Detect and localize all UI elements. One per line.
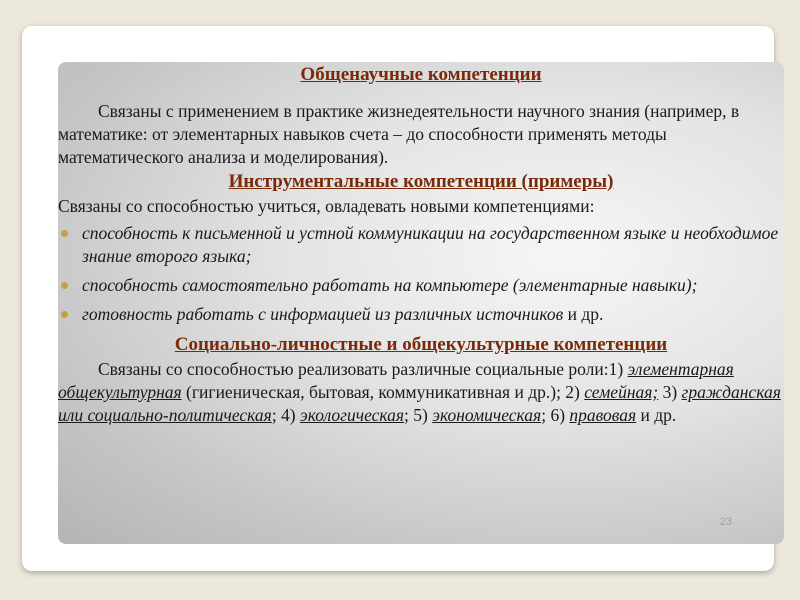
slide-content	[58, 62, 784, 427]
term-general-cultural-note: (гигиеническая, бытовая, коммуникативная и др.); 2)	[181, 382, 585, 402]
general-scientific-text: Связаны с применением в практике жизнедеятельности научного знания (например, в математике: от элементарных навыков счета – до способности применять методы математического анализа и моделирования).	[58, 101, 740, 167]
heading-social-personal: Социально-личностные и общекультурные компетенции	[174, 334, 668, 355]
social-personal-text	[58, 358, 784, 427]
term-legal: правовая	[569, 405, 637, 425]
term-general-cultural: элементарная общекультурная	[58, 359, 734, 402]
social-lead: Связаны со способностью реализовать различные социальные роли:1)	[98, 359, 628, 379]
heading-instrumental: Инструментальные компетенции (примеры)	[228, 171, 614, 192]
list-item-tail: и др.	[563, 304, 604, 324]
heading-general-scientific: Общенаучные компетенции	[300, 64, 542, 85]
list-item-text: готовность работать с информацией из различных источников	[82, 304, 564, 324]
bullet-dot-icon	[61, 282, 68, 289]
list-item	[58, 222, 784, 268]
term-family: семейная;	[584, 382, 659, 402]
list-item-text: способность к письменной и устной коммуникации на государственном языке и необходимое знание второго языка;	[82, 223, 779, 266]
term-civic: гражданская или социально-политическая	[58, 382, 781, 425]
separator-4: ; 4)	[271, 405, 301, 425]
list-item	[58, 274, 784, 297]
list-item	[58, 303, 784, 326]
bullet-dot-icon	[61, 311, 68, 318]
slide-card	[22, 26, 781, 571]
separator-3: 3)	[658, 382, 682, 402]
term-ecological: экологическая	[300, 405, 405, 425]
social-tail: и др.	[636, 405, 677, 425]
list-item-text: способность самостоятельно работать на компьютере (элементарные навыки);	[82, 275, 698, 295]
instrumental-intro: Связаны со способностью учиться, овладевать новыми компетенциями:	[58, 196, 595, 216]
bullet-dot-icon	[61, 230, 68, 237]
separator-5: ; 5)	[404, 405, 433, 425]
page-number: 23	[719, 516, 732, 528]
term-economic: экономическая	[432, 405, 542, 425]
separator-6: ; 6)	[541, 405, 570, 425]
instrumental-list	[58, 222, 784, 326]
